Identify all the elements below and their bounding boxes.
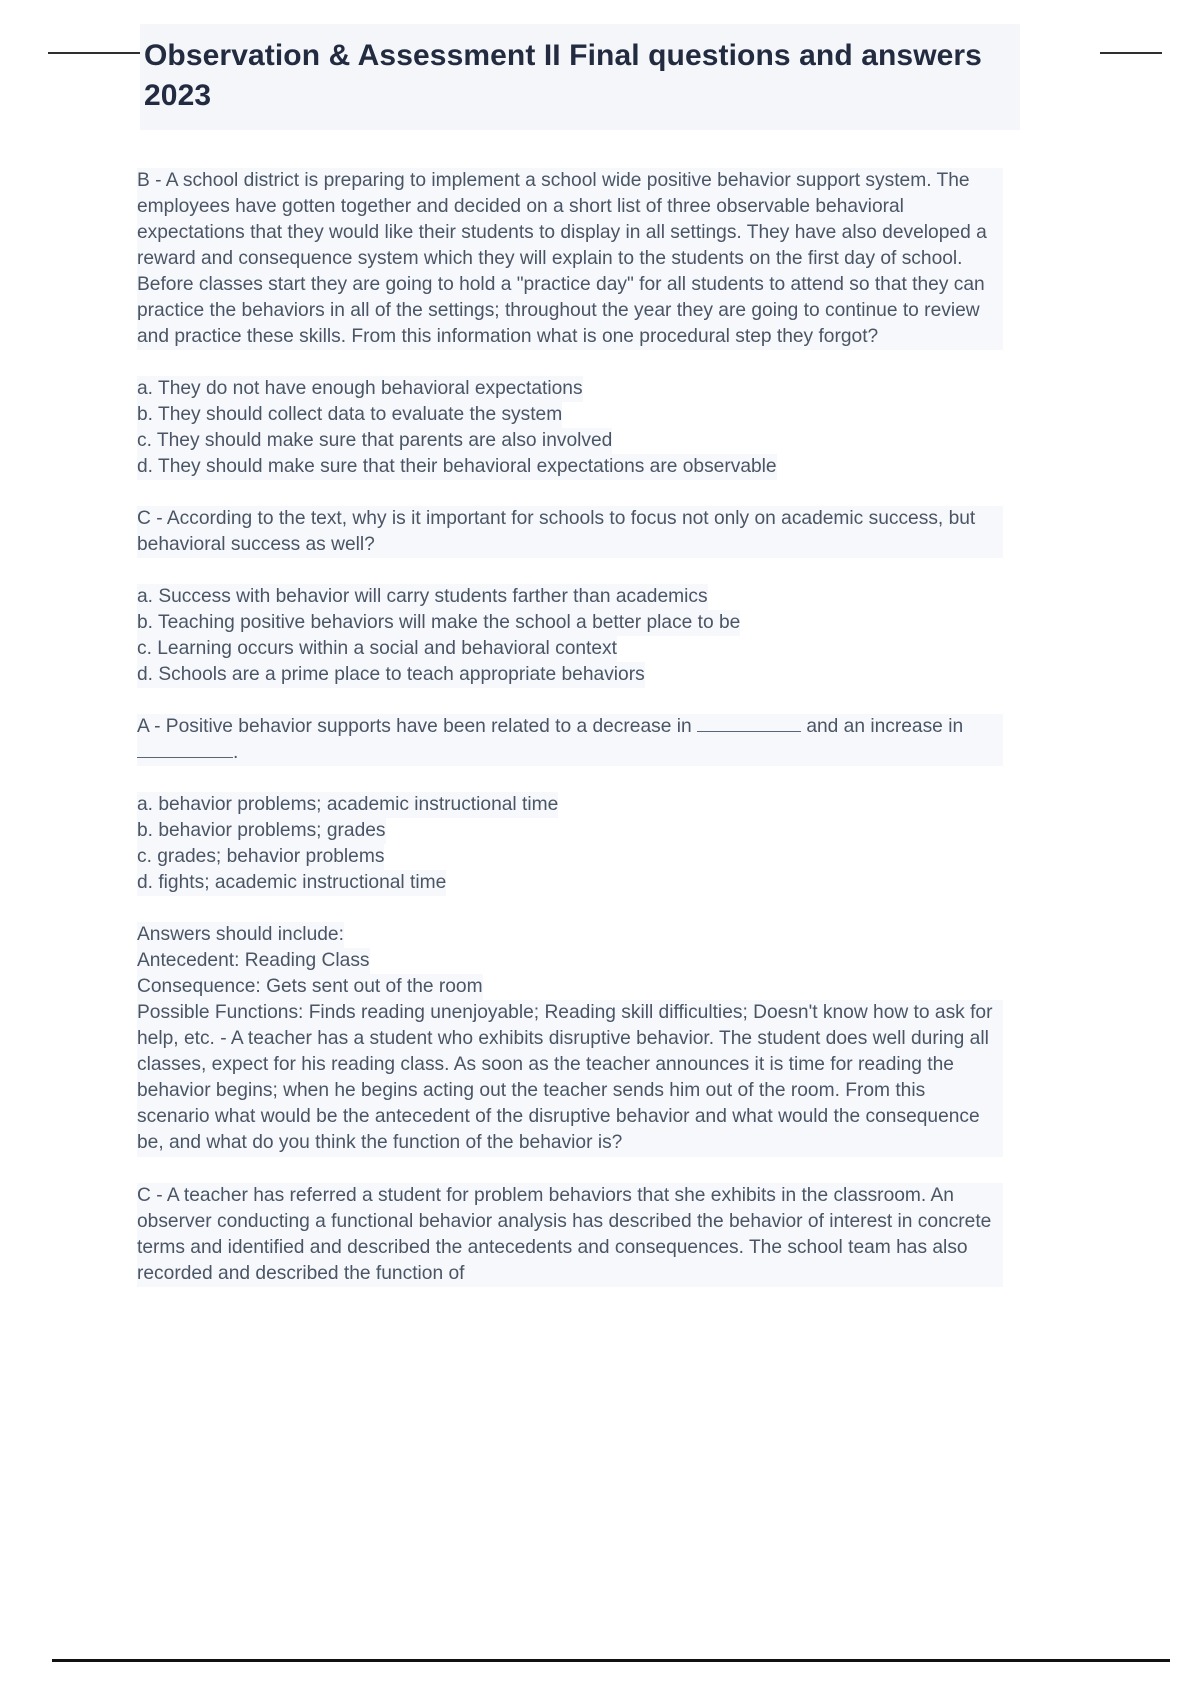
answer-key-lines — [137, 922, 1003, 1000]
option-item[interactable]: c. Learning occurs within a social and behavioral context — [137, 636, 617, 662]
page-title: Observation & Assessment II Final questions and answers 2023 — [144, 39, 982, 112]
question-prompt-2: C - According to the text, why is it important for schools to focus not only on academic success, but behavioral success as well? — [137, 506, 1003, 558]
question-options-1 — [137, 376, 1003, 480]
header-rule-left — [48, 52, 140, 54]
question-prompt-3-part3: . — [233, 742, 239, 764]
option-item[interactable]: d. They should make sure that their behavioral expectations are observable — [137, 454, 777, 480]
option-item[interactable]: a. behavior problems; academic instructional time — [137, 792, 558, 818]
option-item[interactable]: b. Teaching positive behaviors will make the school a better place to be — [137, 610, 740, 636]
answer-key-heading: Answers should include: — [137, 922, 344, 948]
option-item[interactable]: b. They should collect data to evaluate the system — [137, 402, 562, 428]
question-prompt-3-part1: A - Positive behavior supports have been related to a decrease in — [137, 716, 697, 738]
header-rule-right — [1100, 52, 1162, 54]
option-item[interactable]: d. fights; academic instructional time — [137, 870, 446, 896]
option-item[interactable]: c. grades; behavior problems — [137, 844, 384, 870]
question-prompt-3-part2: and an increase in — [800, 716, 964, 738]
document-body — [137, 168, 1003, 1313]
fill-blank-2[interactable] — [137, 757, 233, 758]
question-options-2 — [137, 584, 1003, 688]
option-item[interactable]: d. Schools are a prime place to teach appropriate behaviors — [137, 662, 645, 688]
answer-key-consequence: Consequence: Gets sent out of the room — [137, 974, 483, 1000]
footer-rule — [52, 1659, 1170, 1662]
option-item[interactable]: a. They do not have enough behavioral expectations — [137, 376, 583, 402]
option-item[interactable]: b. behavior problems; grades — [137, 818, 386, 844]
answer-key-antecedent: Antecedent: Reading Class — [137, 948, 370, 974]
fill-blank-1[interactable] — [697, 731, 801, 732]
title-banner — [140, 24, 1020, 130]
question-prompt-1: B - A school district is preparing to implement a school wide positive behavior support system. The employees have gotten together and decided on a short list of three observable behavioral expectations that they would like their students to display in all settings. They have also developed a reward and consequence system which they will explain to the students on the first day of school. Before classes start they are going to hold a "practice day" for all students to attend so that they can practice the behaviors in all of the settings; throughout the year they are going to continue to review and practice these skills. From this information what is one procedural step they forgot? — [137, 168, 1003, 350]
option-item[interactable]: c. They should make sure that parents are also involved — [137, 428, 612, 454]
option-item[interactable]: a. Success with behavior will carry students farther than academics — [137, 584, 708, 610]
final-question-block: C - A teacher has referred a student for problem behaviors that she exhibits in the classroom. An observer conducting a functional behavior analysis has described the behavior of interest in concrete terms and identified and described the antecedents and consequences. The school team has also recorded and described the function of — [137, 1183, 1003, 1287]
question-options-3 — [137, 792, 1003, 896]
question-prompt-3 — [137, 714, 1003, 766]
answer-key-paragraph: Possible Functions: Finds reading unenjoyable; Reading skill difficulties; Doesn't know how to ask for help, etc. - A teacher has a student who exhibits disruptive behavior. The student does well during all classes, expect for his reading class. As soon as the teacher announces it is time for reading the behavior begins; when he begins acting out the teacher sends him out of the room. From this scenario what would be the antecedent of the disruptive behavior and what would the consequence be, and what do you think the function of the behavior is? — [137, 1000, 1003, 1156]
